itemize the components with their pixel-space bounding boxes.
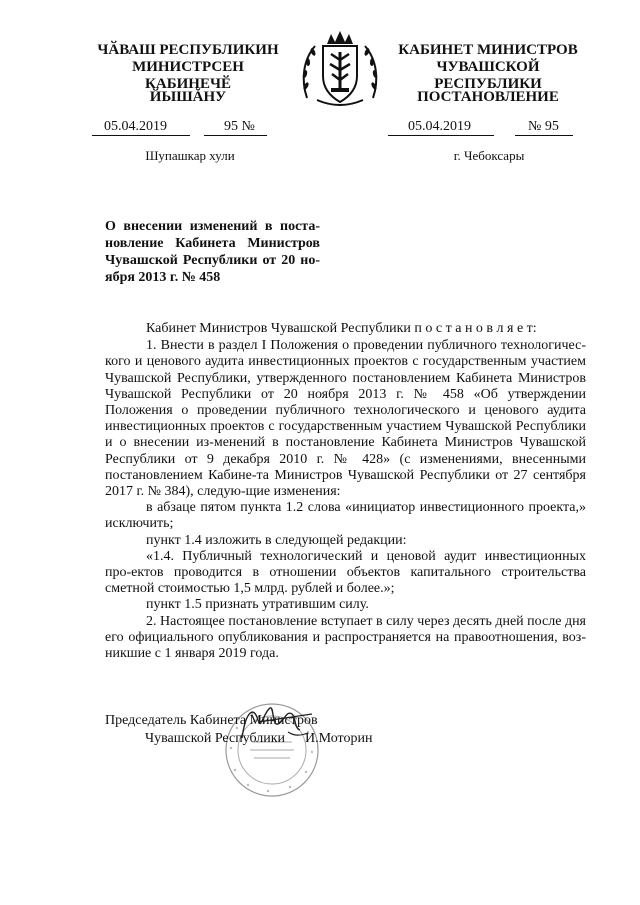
paragraph-1: 1. Внести в раздел I Положения о проведении публичного технологичес-кого и ценового аудита инвестиционных проектов с государственным участием Чувашской Республики, утвержденного постановлением Кабинета Министров Чувашской Республики от 20 ноября 2013 г. № 458 «Об утверждении Положения о проведении публичного технологического и ценового аудита инвестиционных проектов с государственным участием Чувашской Республики и о внесении из-менений в постановление Кабинета Министров Чувашской Республики от 9 декабря 2010 г. № 428» (с изменениями, внесенными постановлением Кабине-та Министров Чувашской Республики от 27 сентября 2017 г. № 384), следую-щие изменения:: [105, 338, 586, 500]
document-body: [105, 321, 586, 662]
preamble: [105, 321, 586, 337]
header-left-city: Шупашкар хули: [145, 148, 235, 163]
header-right-org: [388, 42, 588, 93]
header-left-number-underline: [204, 135, 267, 136]
header-left-date-underline: [92, 135, 190, 136]
subject-line: Чувашской Республики от 20 но-: [105, 253, 320, 268]
header-left-number: 95 №: [224, 119, 255, 134]
subject-line: новление Кабинета Министров: [105, 236, 320, 251]
signatory-position-line2: Чувашской Республики: [145, 731, 286, 746]
document-subject: [105, 218, 320, 286]
header-left-org: [88, 42, 288, 93]
subject-line: О внесении изменений в поста-: [105, 219, 320, 234]
signature-block: [105, 712, 575, 748]
paragraph-3: пункт 1.4 изложить в следующей редакции:: [146, 532, 407, 548]
header-left-doc-type: ЙЫШĂНУ: [149, 89, 227, 105]
preamble-decree-word: п о с т а н о в л я е т:: [414, 321, 537, 336]
paragraph-2: в абзаце пятом пункта 1.2 слова «инициатор инвестиционного проекта,» исключить;: [105, 500, 586, 532]
header-right-line1: КАБИНЕТ МИНИСТРОВ: [398, 42, 578, 58]
header-right-number: № 95: [528, 119, 559, 134]
paragraph-4: «1.4. Публичный технологический и ценовой аудит инвестиционных про-ектов проводится в отношении объектов капитального строительства сметной стоимостью 1,5 млрд. рублей и более.»;: [105, 548, 586, 597]
handwritten-signature-icon: [228, 700, 318, 750]
header-right-city: г. Чебоксары: [453, 148, 525, 163]
header-left-date: 05.04.2019: [104, 119, 167, 134]
signatory-name: И.Моторин: [305, 731, 373, 746]
subject-line: ября 2013 г. № 458: [105, 270, 221, 285]
paragraph-6: 2. Настоящее постановление вступает в силу через десять дней после дня его официального опубликования и распространяется на правоотношения, воз-никшие с 1 января 2019 года.: [105, 613, 586, 662]
signatory-position-line1: Председатель Кабинета Министров: [105, 713, 318, 728]
header-left-line1: ЧӐВАШ РЕСПУБЛИКИН: [97, 42, 279, 58]
preamble-text: Кабинет Министров Чувашской Республики: [146, 321, 415, 336]
chuvash-emblem-icon: [297, 28, 383, 108]
header-right-doc-type: ПОСТАНОВЛЕНИЕ: [417, 89, 559, 105]
header-right-date-underline: [388, 135, 494, 136]
header-right-number-underline: [515, 135, 573, 136]
header-right-date: 05.04.2019: [408, 119, 471, 134]
header-left-line2: МИНИСТРСЕН КАБИНЕЧӖ: [132, 59, 244, 92]
paragraph-5: пункт 1.5 признать утратившим силу.: [146, 597, 369, 613]
signatory-position-row: [105, 730, 575, 748]
header-right-line2: ЧУВАШСКОЙ РЕСПУБЛИКИ: [434, 59, 542, 92]
